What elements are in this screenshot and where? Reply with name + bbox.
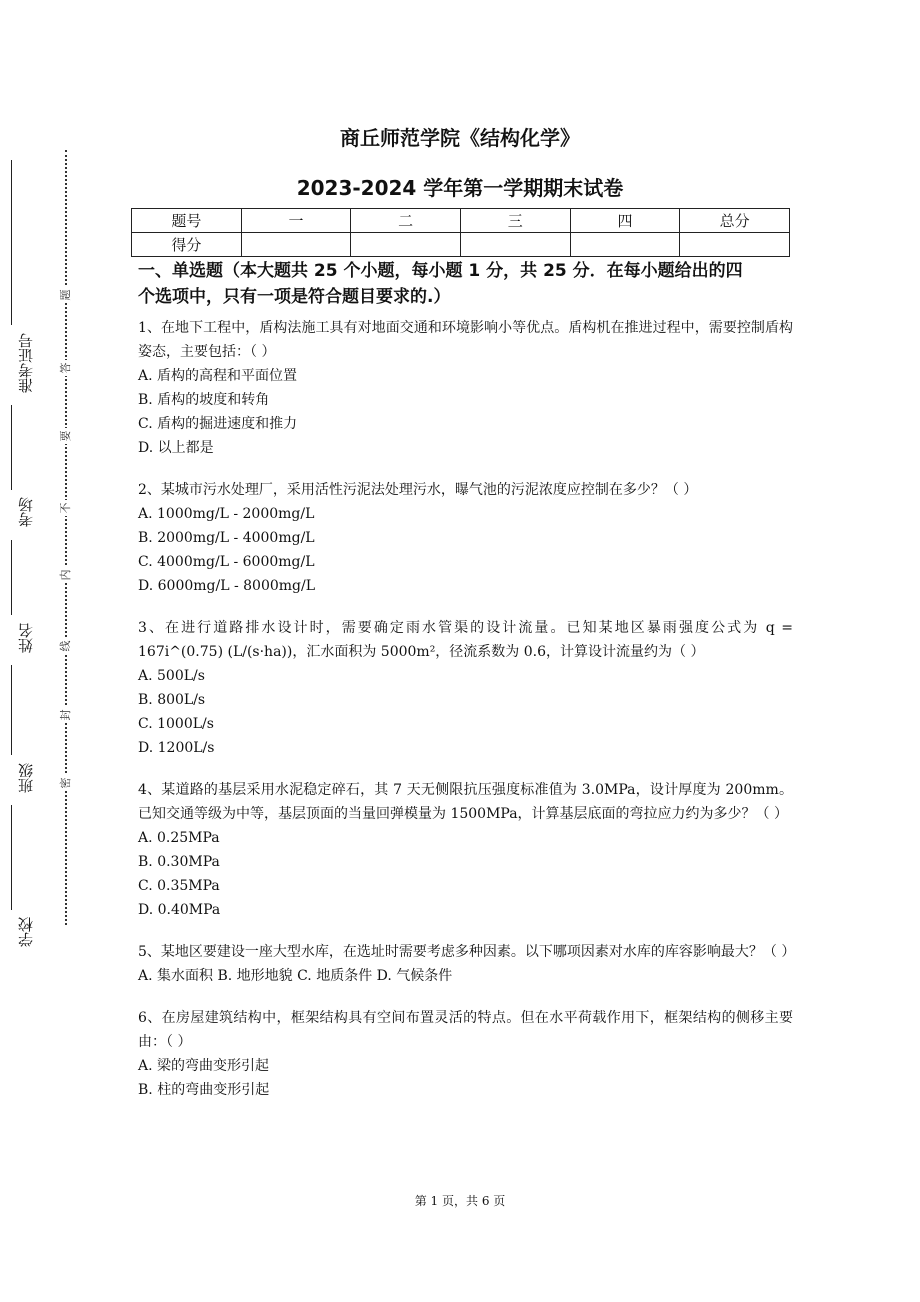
answer-option: C. 盾构的掘进速度和推力 [138, 416, 298, 432]
exam-title: 商丘师范学院《结构化学》 [340, 126, 580, 150]
score-table-score-row [132, 233, 790, 257]
score-table-cell [241, 233, 351, 257]
section-heading-line: 个选项中，只有一项是符合题目要求的.） [138, 287, 451, 307]
answer-option: D. 0.40MPa [138, 902, 221, 918]
exam-content [138, 258, 796, 1102]
question-5 [138, 940, 796, 988]
name-field [18, 618, 40, 658]
answer-option: D. 以上都是 [138, 440, 214, 456]
answer-option: C. 4000mg/L - 6000mg/L [138, 554, 315, 570]
score-table-cell [460, 233, 570, 257]
exam-subtitle: 2023-2024 学年第一学期期末试卷 [296, 176, 624, 200]
name-line [11, 540, 12, 615]
class-label: 班级 [17, 763, 35, 793]
answer-option: B. 2000mg/L - 4000mg/L [138, 530, 315, 546]
question-stem: 6、在房屋建筑结构中，框架结构具有空间布置灵活的特点。但在水平荷载作用下，框架结构的侧移主要由：（ ） [138, 1010, 793, 1050]
school-label: 学校 [17, 917, 35, 947]
seal-char: 内 [58, 567, 74, 583]
answer-option: C. 1000L/s [138, 716, 214, 732]
seal-dotted-line [65, 150, 67, 925]
score-table-cell [680, 233, 790, 257]
name-label: 姓名 [17, 623, 35, 653]
seal-char: 要 [58, 428, 74, 444]
seal-char: 封 [58, 707, 74, 723]
answer-option: A. 0.25MPa [138, 830, 220, 846]
score-table [131, 208, 790, 257]
score-table-cell: 得分 [132, 233, 242, 257]
exam-number-field [18, 328, 40, 398]
exam-room-field [18, 492, 40, 532]
page-footer: 第 1 页，共 6 页 [414, 1194, 506, 1208]
seal-char: 密 [58, 775, 74, 791]
answer-option: B. 柱的弯曲变形引起 [138, 1082, 270, 1098]
school-line [11, 805, 12, 910]
seal-char: 题 [58, 287, 74, 303]
score-table-cell: 二 [351, 209, 461, 233]
answer-option: A. 盾构的高程和平面位置 [138, 368, 298, 384]
question-6 [138, 1006, 793, 1102]
question-2 [138, 478, 793, 598]
seal-char: 线 [58, 638, 74, 654]
question-stem: 4、某道路的基层采用水泥稳定碎石，其 7 天无侧限抗压强度标准值为 3.0MPa，设计厚度为 200mm。已知交通等级为中等，基层顶面的当量回弹模量为 1500MPa，计算基层底面的弯拉应力约为多少？（ ） [138, 782, 793, 822]
answer-option: B. 盾构的坡度和转角 [138, 392, 270, 408]
question-4 [138, 778, 793, 922]
answer-option: D. 6000mg/L - 8000mg/L [138, 578, 316, 594]
seal-char: 不 [58, 500, 74, 516]
section-heading-line: 一、单选题（本大题共 25 个小题，每小题 1 分，共 25 分．在每小题给出的四 [138, 261, 743, 281]
class-line [11, 665, 12, 755]
answer-option: B. 800L/s [138, 692, 206, 708]
question-stem: 2、某城市污水处理厂，采用活性污泥法处理污水，曝气池的污泥浓度应控制在多少？（ ） [138, 482, 698, 498]
answer-option: A. 1000mg/L - 2000mg/L [138, 506, 315, 522]
answer-option: A. 500L/s [138, 668, 205, 684]
answer-option: D. 1200L/s [138, 740, 215, 756]
score-table-header-row [132, 209, 790, 233]
question-1 [138, 316, 793, 460]
class-field [18, 758, 40, 798]
score-table-cell: 四 [570, 209, 680, 233]
score-table-cell: 三 [460, 209, 570, 233]
answer-option: A. 集水面积 B. 地形地貌 C. 地质条件 D. 气候条件 [138, 968, 453, 984]
school-field [18, 912, 40, 952]
score-table-cell [570, 233, 680, 257]
score-table-cell: 总分 [680, 209, 790, 233]
answer-option: B. 0.30MPa [138, 854, 220, 870]
score-table-cell [351, 233, 461, 257]
exam-room-line [11, 405, 12, 490]
question-stem: 1、在地下工程中，盾构法施工具有对地面交通和环境影响小等优点。盾构机在推进过程中，需要控制盾构姿态，主要包括：（ ） [138, 320, 793, 360]
exam-room-label: 考场 [17, 497, 35, 527]
section-heading [138, 258, 793, 310]
answer-option: C. 0.35MPa [138, 878, 220, 894]
seal-char: 答 [58, 360, 74, 376]
answer-option: A. 梁的弯曲变形引起 [138, 1058, 270, 1074]
score-table-cell: 题号 [132, 209, 242, 233]
question-stem: 5、某地区要建设一座大型水库，在选址时需要考虑多种因素。以下哪项因素对水库的库容影响最大？（ ） [138, 944, 796, 960]
exam-number-label: 准考证号 [17, 333, 35, 393]
question-stem: 3、在进行道路排水设计时，需要确定雨水管渠的设计流量。已知某地区暴雨强度公式为 q = 167i^(0.75) (L/(s·ha))，汇水面积为 5000m²，径流系数为 0.6，计算设计流量约为（ ） [138, 620, 793, 660]
score-table-cell: 一 [241, 209, 351, 233]
question-3 [138, 616, 793, 760]
